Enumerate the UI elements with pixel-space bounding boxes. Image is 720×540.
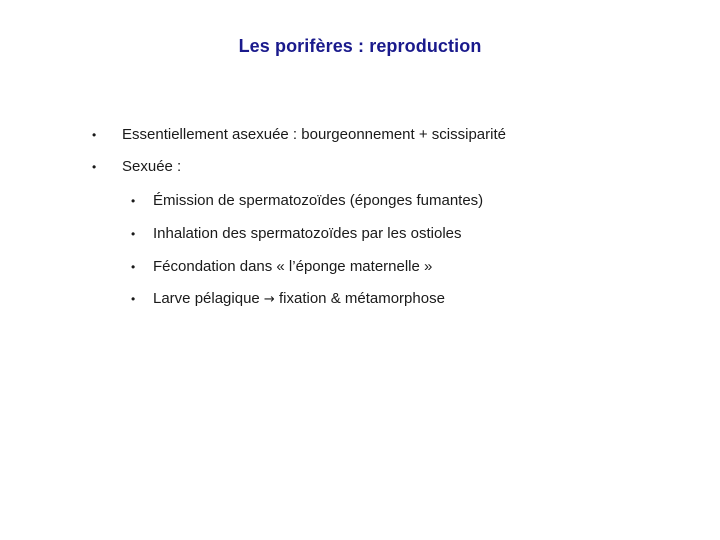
bullet-icon: •	[131, 227, 136, 241]
slide-title: Les porifères : reproduction	[238, 36, 482, 56]
bullet-icon: •	[131, 260, 136, 274]
bullet-text: Sexuée :	[122, 158, 182, 175]
bullet-icon: •	[131, 194, 136, 208]
bullet-icon: •	[92, 160, 97, 174]
sub-bullet-text: Inhalation des spermatozoïdes par les ostioles	[153, 225, 462, 242]
sub-bullet-larve	[131, 290, 445, 307]
bullet-text: Essentiellement asexuée : bourgeonnement + scissiparité	[122, 126, 506, 143]
sub-bullet-emission	[131, 192, 483, 209]
sub-bullet-text	[153, 290, 445, 307]
bullet-item-sexual	[92, 158, 181, 175]
sub-bullet-text: Fécondation dans « l’éponge maternelle »	[153, 258, 433, 275]
sub-bullet-text-before: Larve pélagique	[153, 290, 264, 307]
arrow-right-icon: →	[263, 292, 275, 307]
sub-bullet-text-after: fixation & métamorphose	[274, 290, 445, 307]
bullet-icon: •	[92, 128, 97, 142]
sub-bullet-inhalation	[131, 225, 462, 242]
bullet-item-asexual	[92, 126, 506, 143]
sub-bullet-fecondation	[131, 258, 432, 275]
sub-bullet-text: Émission de spermatozoïdes (éponges fumantes)	[153, 192, 484, 209]
bullet-icon: •	[131, 292, 136, 306]
